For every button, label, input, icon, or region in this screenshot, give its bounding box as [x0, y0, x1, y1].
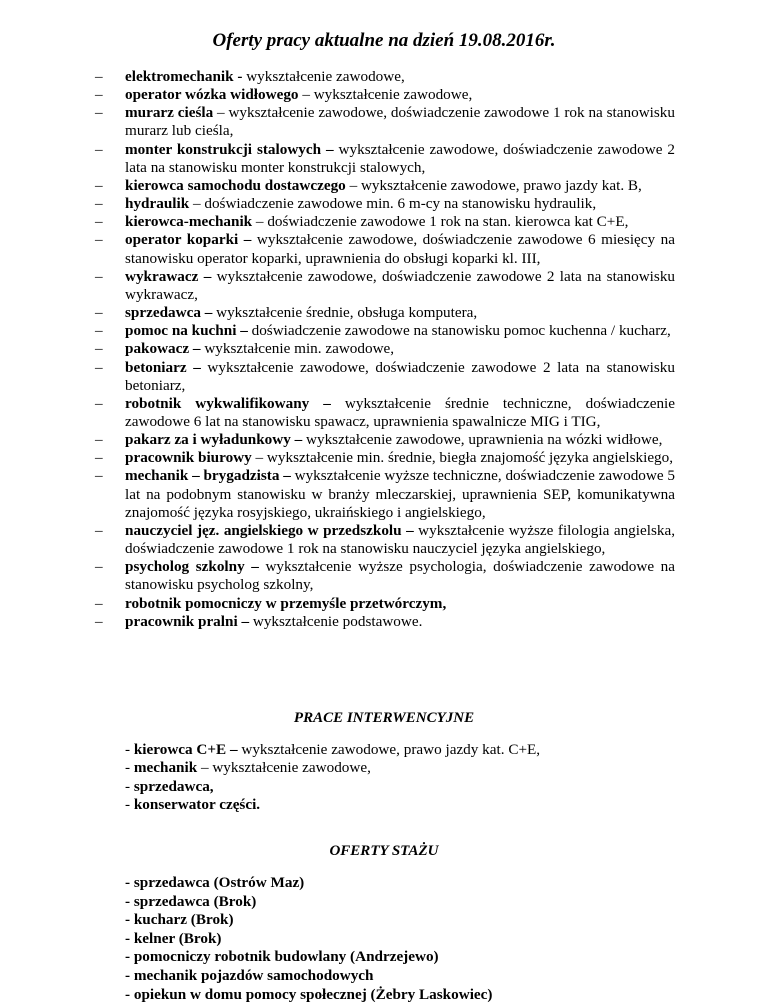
list-dash: –	[95, 594, 103, 612]
list-dash: –	[95, 304, 103, 322]
job-title: sprzedawca –	[125, 304, 213, 322]
job-offer-item	[95, 394, 676, 431]
job-title: robotnik pomocniczy w przemyśle przetwórczym,	[125, 594, 447, 612]
job-requirements: wykształcenie min. zawodowe,	[200, 340, 395, 358]
job-offer-item	[95, 612, 675, 631]
list-dash: –	[95, 176, 103, 194]
job-offer-item	[95, 449, 675, 467]
list-dash: –	[95, 267, 103, 285]
job-offer-item	[95, 68, 675, 86]
job-title: kierowca samochodu dostawczego	[125, 176, 346, 194]
job-offer-item	[95, 213, 675, 231]
job-requirements: wykształcenie średnie techniczne, doświadczenie zawodowe 6 lat na stanowisku spawacz, uprawnienia spawalnicze MIG i TIG,	[125, 394, 676, 430]
job-title: kierowca-mechanik	[125, 213, 253, 231]
interwencyjne-item	[125, 741, 685, 759]
list-dash: –	[95, 322, 103, 340]
list-prefix: -	[125, 759, 134, 777]
job-offer-item	[95, 104, 675, 140]
job-title: pakarz za i wyładunkowy –	[125, 431, 303, 449]
job-title: elektromechanik -	[125, 68, 243, 85]
job-title: operator wózka widłowego	[125, 86, 299, 104]
job-offer-item	[95, 358, 675, 395]
staz-item: - kelner (Brok)	[125, 929, 222, 947]
job-requirements: – wykształcenie zawodowe,	[197, 759, 371, 777]
job-offer-item	[95, 140, 675, 177]
job-title: mechanik	[133, 759, 198, 777]
staz-item: - kucharz (Brok)	[125, 911, 234, 929]
job-requirements: wykształcenie zawodowe, uprawnienia na wózki widłowe,	[302, 431, 663, 449]
job-requirements: – wykształcenie zawodowe, prawo jazdy kat. B,	[345, 176, 642, 194]
job-title: murarz cieśla	[125, 104, 214, 122]
job-requirements: – doświadczenie zawodowe 1 rok na stan. kierowca kat C+E,	[252, 213, 629, 231]
section-heading-staz: OFERTY STAŻU	[329, 843, 439, 859]
job-title: kierowca C+E –	[133, 741, 238, 758]
interwencyjne-item	[125, 759, 685, 777]
job-requirements: wykształcenie zawodowe, doświadczenie zawodowe 2 lata na stanowisku betoniarz,	[125, 358, 675, 394]
list-dash: –	[95, 449, 103, 467]
job-offer-item	[95, 267, 676, 304]
staz-item: - sprzedawca (Brok)	[125, 892, 257, 910]
list-dash: –	[95, 195, 103, 213]
job-requirements: wykształcenie zawodowe, doświadczenie zawodowe 2 lata na stanowisku monter konstrukcji stalowych,	[125, 140, 675, 176]
job-offer-item	[95, 340, 675, 358]
job-offer-item	[95, 594, 675, 613]
staz-item: - sprzedawca (Ostrów Maz)	[125, 874, 305, 891]
list-dash: –	[95, 612, 103, 630]
job-offer-item	[95, 304, 675, 322]
list-prefix: -	[125, 741, 134, 758]
staz-item: - mechanik pojazdów samochodowych	[125, 966, 374, 984]
job-requirements: wykształcenie średnie, obsługa komputera,	[212, 304, 478, 322]
job-title: pracownik biurowy	[125, 449, 252, 467]
list-prefix: -	[125, 796, 134, 814]
staz-item: - opiekun w domu pomocy społecznej (Żebry Laskowiec)	[125, 985, 493, 1003]
job-title: sprzedawca,	[133, 777, 214, 795]
list-dash: –	[95, 231, 103, 249]
job-offer-item	[95, 467, 675, 521]
list-prefix: -	[125, 777, 134, 795]
list-dash: –	[95, 558, 103, 576]
job-title: nauczyciel jęz. angielskiego w przedszkolu –	[125, 521, 414, 539]
job-title: monter konstrukcji stalowych –	[125, 140, 334, 158]
interwencyjne-item	[125, 796, 685, 814]
staz-item: - pomocniczy robotnik budowlany (Andrzejewo)	[125, 948, 439, 966]
job-title: pracownik pralni –	[125, 612, 250, 630]
list-dash: –	[95, 467, 103, 485]
section-heading-interwencyjne: PRACE INTERWENCYJNE	[293, 710, 475, 726]
job-requirements: wykształcenie zawodowe,	[242, 68, 405, 85]
job-title: mechanik – brygadzista –	[125, 467, 291, 485]
job-offer-item	[95, 322, 675, 340]
job-requirements: wykształcenie zawodowe, prawo jazdy kat. C+E,	[237, 741, 541, 758]
list-dash: –	[95, 213, 103, 231]
job-requirements: wykształcenie wyższe techniczne, doświadczenie zawodowe 5 lat na podobnym stanowisku w branży mleczarskiej, uprawnienia SEP, komunikatywna znajomość języka rosyjskiego, ukraińskiego i angielskiego,	[125, 467, 675, 521]
job-requirements: wykształcenie wyższe filologia angielska, doświadczenie zawodowe 1 rok na stanowisku nauczyciel języka angielskiego,	[125, 521, 675, 558]
job-requirements: wykształcenie zawodowe, doświadczenie zawodowe 2 lata na stanowisku wykrawacz,	[125, 267, 676, 303]
job-title: hydraulik	[125, 195, 190, 213]
list-dash: –	[95, 521, 103, 539]
job-title: wykrawacz –	[125, 267, 212, 285]
job-title: psycholog szkolny –	[125, 558, 259, 576]
job-title: pomoc na kuchni –	[125, 322, 248, 340]
job-offer-item	[95, 86, 675, 104]
job-offers-list	[95, 68, 676, 631]
interwencyjne-item	[125, 778, 685, 796]
job-requirements: wykształcenie zawodowe, doświadczenie zawodowe 6 miesięcy na stanowisku operator koparki, uprawnienia do obsługi koparki kl. III,	[125, 231, 675, 267]
job-requirements: doświadczenie zawodowe na stanowisku pomoc kuchenna / kucharz,	[247, 322, 671, 340]
job-title: robotnik wykwalifikowany –	[125, 394, 331, 412]
job-requirements: – wykształcenie min. średnie, biegła znajomość języka angielskiego,	[251, 449, 674, 467]
job-title: pakowacz –	[125, 340, 201, 358]
job-requirements: – wykształcenie zawodowe, doświadczenie zawodowe 1 rok na stanowisku murarz lub cieśla,	[125, 104, 675, 140]
list-dash: –	[95, 358, 103, 376]
list-dash: –	[95, 86, 103, 104]
list-dash: –	[95, 340, 103, 358]
job-title: operator koparki –	[125, 231, 252, 249]
job-requirements: wykształcenie podstawowe.	[249, 612, 423, 630]
list-dash: –	[95, 104, 103, 122]
job-offer-item	[95, 431, 675, 449]
list-dash: –	[95, 394, 103, 412]
list-dash: –	[95, 140, 103, 158]
job-requirements: wykształcenie wyższe psychologia, doświadczenie zawodowe na stanowisku psycholog szkolny,	[125, 558, 675, 594]
job-requirements: – wykształcenie zawodowe,	[298, 86, 473, 104]
job-offer-item	[95, 176, 675, 195]
staz-list	[125, 874, 685, 1004]
interwencyjne-list	[125, 741, 685, 815]
job-offer-item	[95, 521, 675, 558]
job-title: konserwator części.	[133, 796, 261, 814]
page-title: Oferty pracy aktualne na dzień 19.08.2016r.	[212, 30, 556, 51]
list-dash: –	[95, 431, 103, 449]
job-title: betoniarz –	[125, 358, 201, 376]
job-offer-item	[95, 231, 675, 267]
job-requirements: – doświadczenie zawodowe min. 6 m-cy na stanowisku hydraulik,	[189, 195, 597, 213]
list-dash: –	[95, 68, 103, 85]
job-offer-item	[95, 195, 675, 213]
job-offer-item	[95, 558, 675, 594]
